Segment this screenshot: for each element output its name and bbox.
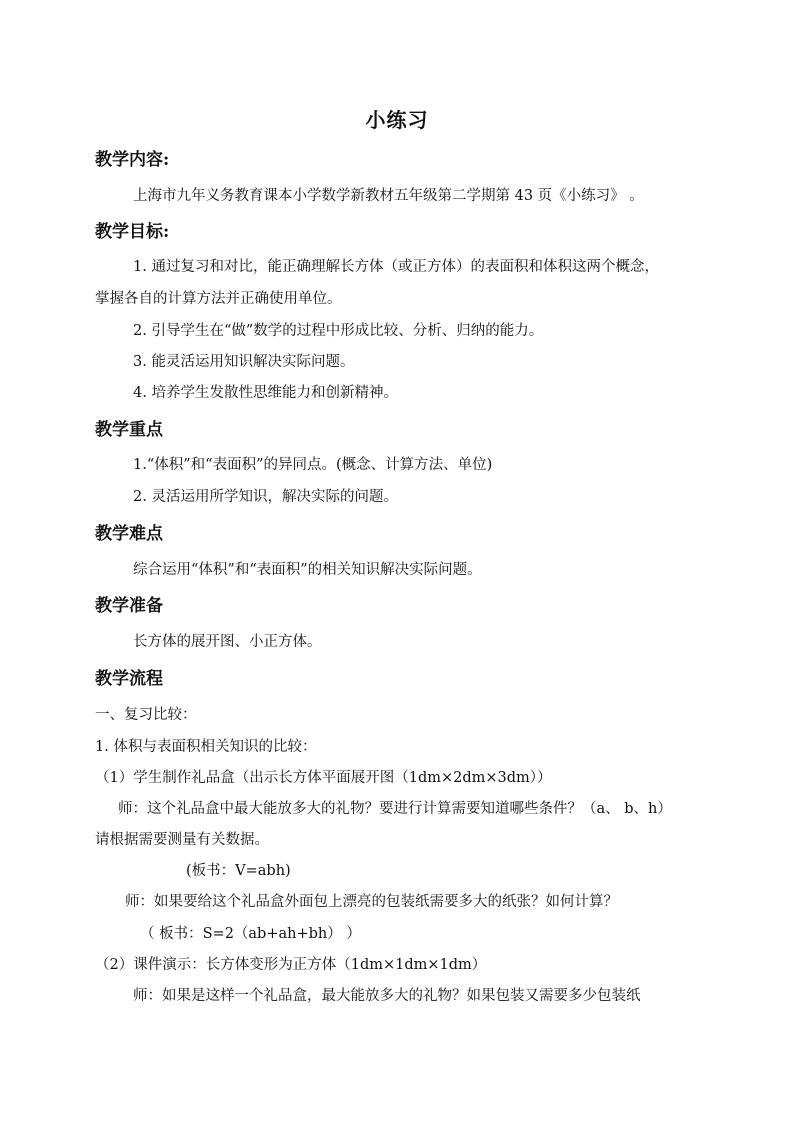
teaching-objectives-heading: 教学目标:: [95, 222, 170, 242]
process-sub-1: 1. 体积与表面积相关知识的比较：: [95, 739, 317, 755]
board-note-1: (板书：V=abh): [186, 863, 291, 879]
key-point-item-2: 2. 灵活运用所学知识，解决实际的问题。: [133, 489, 398, 505]
teaching-content-text: 上海市九年义务教育课本小学数学新教材五年级第二学期第 43 页《小练习》 。: [133, 188, 644, 204]
difficulties-heading: 教学难点: [95, 524, 163, 544]
teaching-content-heading: 教学内容:: [95, 150, 170, 170]
preparation-heading: 教学准备: [95, 596, 163, 616]
process-step-2: （2）课件演示：长方体变形为正方体（1dm×1dm×1dm）: [95, 957, 487, 973]
teacher-question-2: 师：如果要给这个礼品盒外面包上漂亮的包装纸需要多大的纸张？如何计算？: [125, 894, 618, 910]
board-note-2: （ 板书：S=2（ab+ah+bh） ）: [140, 926, 361, 942]
document-title: 小练习: [365, 108, 429, 132]
teacher-question-3: 师：如果是这样一个礼品盒，最大能放多大的礼物？如果包装又需要多少包装纸: [133, 988, 641, 1004]
objective-item-1-line-1: 1. 通过复习和对比，能正确理解长方体（或正方体）的表面积和体积这两个概念，: [133, 259, 659, 275]
objective-item-2: 2. 引导学生在“做”数学的过程中形成比较、分析、归纳的能力。: [133, 323, 544, 339]
key-point-item-1: 1.“体积”和“表面积”的异同点。(概念、计算方法、单位): [133, 457, 493, 473]
process-heading: 教学流程: [95, 669, 163, 689]
teacher-question-1-line-1: 师：这个礼品盒中最大能放多大的礼物？要进行计算需要知道哪些条件？（a、 b、h）: [118, 801, 672, 817]
objective-item-1-line-2: 掌握各自的计算方法并正确使用单位。: [95, 291, 342, 307]
process-part-1: 一、复习比较：: [95, 707, 197, 723]
difficulties-text: 综合运用“体积”和“表面积”的相关知识解决实际问题。: [133, 562, 482, 578]
preparation-text: 长方体的展开图、小正方体。: [133, 634, 322, 650]
teacher-question-1-line-2: 请根据需要测量有关数据。: [95, 832, 269, 848]
objective-item-4: 4. 培养学生发散性思维能力和创新精神。: [133, 385, 398, 401]
objective-item-3: 3. 能灵活运用知识解决实际问题。: [133, 354, 355, 370]
process-step-1: （1）学生制作礼品盒（出示长方体平面展开图（1dm×2dm×3dm））: [95, 770, 552, 786]
key-points-heading: 教学重点: [95, 420, 163, 440]
